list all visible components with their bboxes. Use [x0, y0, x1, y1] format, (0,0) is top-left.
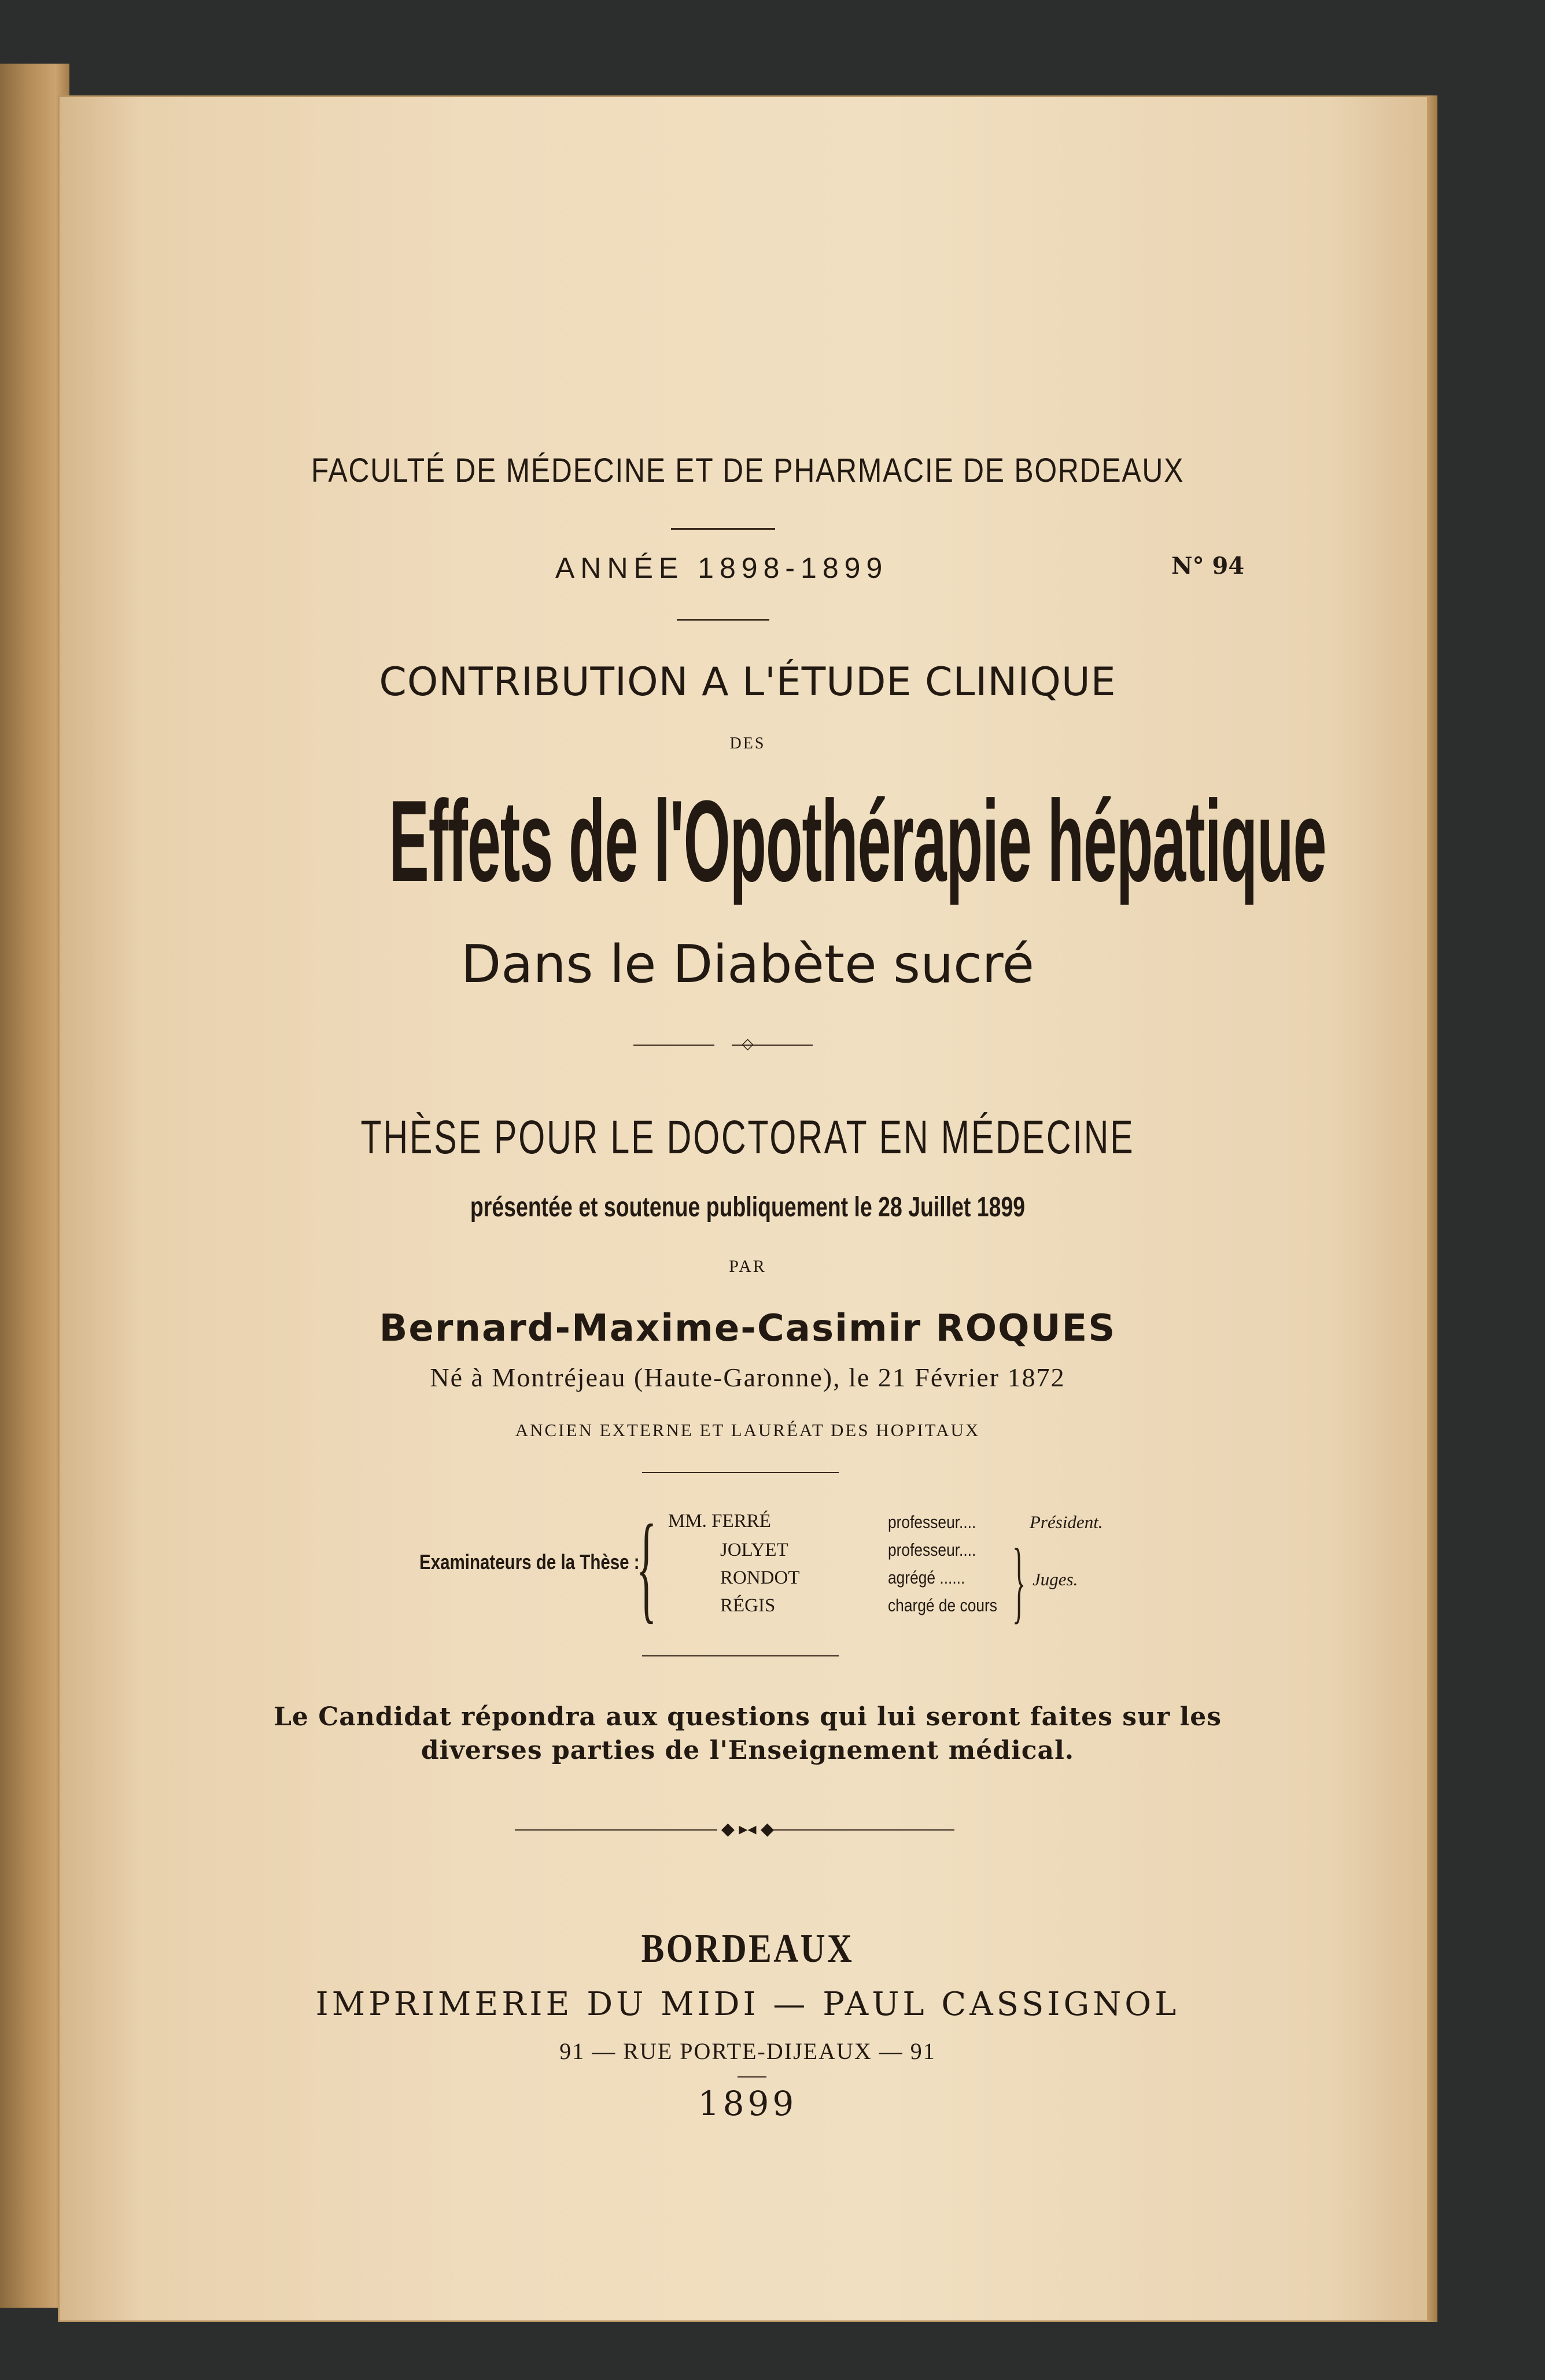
thesis-number: N° 94 [1171, 552, 1245, 580]
main-title: Effets de l'Opothérapie hépatique [389, 777, 1326, 906]
divider [671, 528, 775, 530]
jury-role: chargé de cours [888, 1595, 997, 1615]
candidate-notice-line: diverses parties de l'Enseignement médical. [421, 1736, 1075, 1765]
printer: IMPRIMERIE DU MIDI — PAUL CASSIGNOL [315, 1986, 1180, 2023]
publication-year: 1899 [698, 2084, 798, 2123]
author-titles: ANCIEN EXTERNE ET LAURÉAT DES HOPITAUX [515, 1420, 980, 1440]
candidate-notice [58, 1700, 1437, 1768]
contribution-line: CONTRIBUTION A L'ÉTUDE CLINIQUE [379, 659, 1116, 705]
title-page [58, 95, 1437, 2322]
jury-name: MM. FERRÉ [668, 1511, 771, 1532]
des-line: DES [729, 735, 766, 752]
examiners-label: Examinateurs de la Thèse : [419, 1550, 640, 1574]
publication-city: BORDEAUX [641, 1927, 854, 1971]
juges-label: Juges. [1033, 1569, 1078, 1589]
divider [677, 619, 769, 621]
author-name: Bernard-Maxime-Casimir ROQUES [379, 1307, 1116, 1350]
brace-left: { [636, 1500, 657, 1634]
divider [738, 2076, 766, 2078]
jury-name: RÉGIS [720, 1595, 776, 1616]
birth-info: Né à Montréjeau (Haute-Garonne), le 21 Février 1872 [430, 1363, 1065, 1392]
jury-name: RONDOT [720, 1567, 800, 1588]
par-label: PAR [729, 1257, 766, 1276]
ornament: ◇ [742, 1035, 754, 1052]
defense-date: présentée et soutenue publiquement le 28 Juillet 1899 [470, 1192, 1026, 1223]
academic-year: ANNÉE 1898-1899 [555, 552, 888, 584]
candidate-notice-line: Le Candidat répondra aux questions qui lui seront faites sur les [273, 1702, 1222, 1732]
divider [642, 1655, 839, 1656]
jury-role: professeur.... [888, 1540, 976, 1560]
jury-role: professeur.... [888, 1512, 976, 1532]
printer-address: 91 — RUE PORTE-DIJEAUX — 91 [559, 2038, 936, 2064]
president-label: Président. [1030, 1512, 1103, 1532]
subtitle: Dans le Diabète sucré [460, 934, 1034, 995]
jury-name: JOLYET [720, 1540, 788, 1560]
brace-right: } [1012, 1529, 1026, 1632]
divider [642, 1472, 839, 1473]
jury-role: agrégé ...... [888, 1567, 965, 1588]
ornament: ◆ ▸◂ ◆ [721, 1820, 775, 1839]
faculty-heading: FACULTÉ DE MÉDECINE ET DE PHARMACIE DE BORDEAUX [311, 452, 1185, 489]
thesis-type: THÈSE POUR LE DOCTORAT EN MÉDECINE [360, 1111, 1135, 1164]
